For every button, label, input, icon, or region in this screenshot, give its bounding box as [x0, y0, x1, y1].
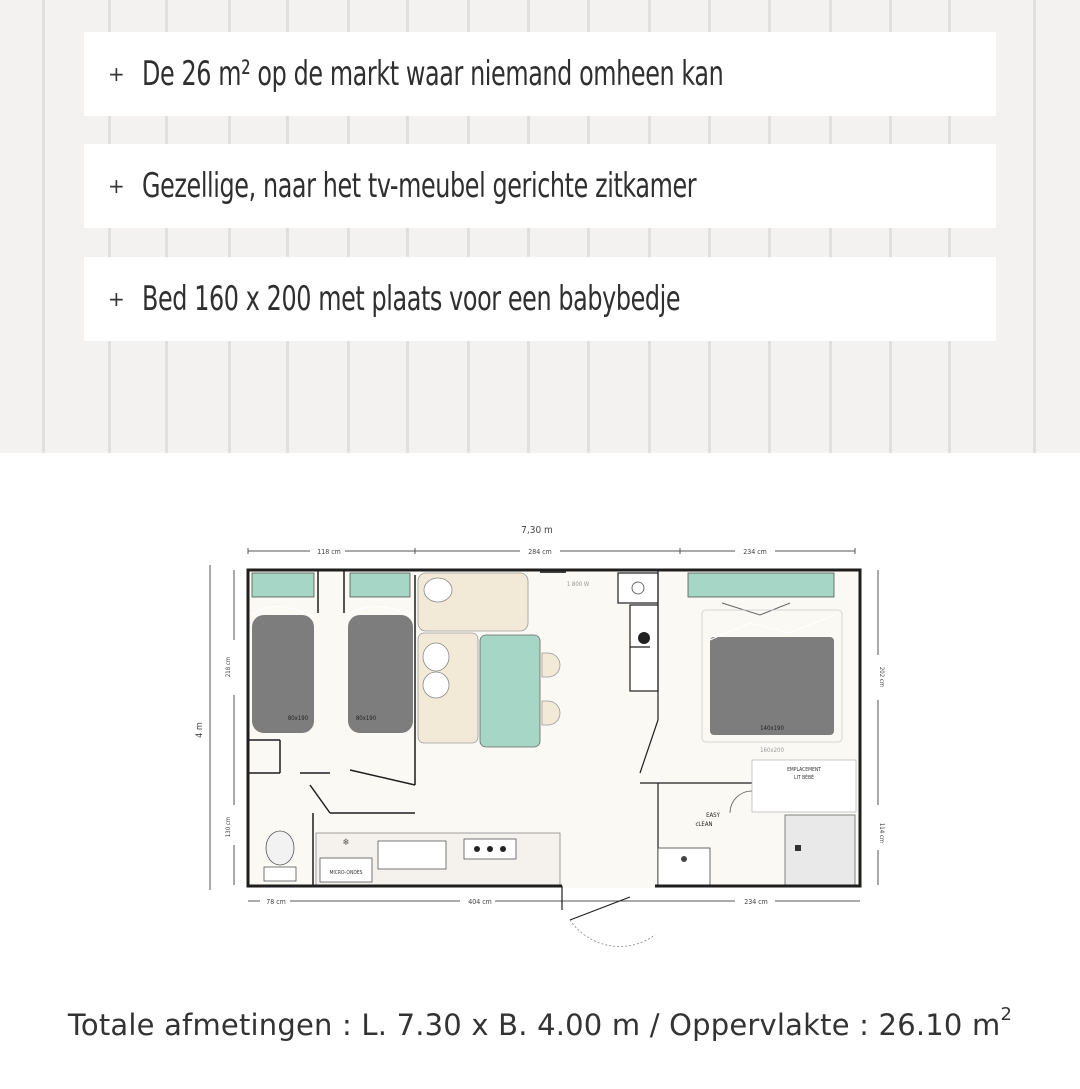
- dimensions-text: Totale afmetingen : L. 7.30 x B. 4.00 m / Oppervlakte : 26.10 m: [67, 1008, 1001, 1042]
- dim-top-mid: 284 cm: [528, 548, 552, 556]
- feature-item-2: [84, 144, 996, 228]
- dimensions-summary: [0, 1004, 1080, 1042]
- toilet: [266, 831, 294, 865]
- easy-label: EASY: [706, 812, 720, 819]
- pillow-2: [350, 573, 410, 597]
- plus-icon: +: [108, 174, 125, 198]
- plus-icon: +: [108, 62, 125, 86]
- dim-right-upper: 202 cm: [878, 666, 885, 688]
- cushion: [423, 672, 449, 698]
- tv-label: 1 800 W: [566, 581, 590, 588]
- dining-table: [480, 635, 540, 747]
- toilet-tank: [264, 867, 296, 881]
- radiator-icon: [638, 632, 650, 644]
- plus-icon: +: [108, 287, 125, 311]
- dim-top-left: 118 cm: [317, 548, 341, 556]
- microwave-label: MICRO-ONDES: [329, 870, 363, 876]
- dim-bottom-mid: 404 cm: [468, 898, 492, 906]
- sink-drain-icon: [681, 856, 687, 862]
- cushion: [423, 643, 449, 671]
- entrance-door: [570, 897, 630, 920]
- door-swing-arc: [570, 920, 655, 946]
- dim-width: 4 m: [195, 722, 205, 738]
- superscript: 2: [1000, 1004, 1013, 1025]
- fridge-snowflake-icon: ❄: [342, 838, 350, 848]
- feature-text: Bed 160 x 200 met plaats voor een babybedje: [142, 279, 681, 319]
- burner-icon: [474, 846, 480, 852]
- dim-left-upper: 218 cm: [225, 656, 232, 678]
- dim-top-right: 234 cm: [743, 548, 767, 556]
- wall-slat: [1033, 0, 1036, 453]
- crib-label-1: EMPLACEMENT: [787, 767, 821, 773]
- clean-label: cLEAN: [695, 821, 713, 828]
- dim-left-lower: 130 cm: [225, 816, 232, 838]
- dim-right-lower: 114 cm: [878, 822, 885, 844]
- feature-text: Gezellige, naar het tv-meubel gerichte zitkamer: [142, 166, 697, 206]
- bed-size-double: 140x190: [760, 725, 784, 732]
- floor-plan: [190, 515, 890, 975]
- background-panel: [0, 0, 1080, 453]
- bed-size-1: 80x190: [287, 715, 309, 722]
- feature-item-1: [84, 32, 996, 116]
- dim-bottom-left: 78 cm: [266, 898, 286, 906]
- floor-plan-drawing: [190, 515, 890, 975]
- pillow-1: [252, 573, 314, 597]
- bed-size-alt: 160x200: [760, 747, 784, 754]
- double-pillows: [688, 573, 834, 597]
- feature-item-3: [84, 257, 996, 341]
- dim-bottom-right: 234 cm: [744, 898, 768, 906]
- left-dimension-lines: [210, 565, 234, 890]
- shower-drain-icon: [795, 845, 801, 851]
- wall-slat: [42, 0, 45, 453]
- double-bed: [710, 637, 834, 735]
- burner-icon: [487, 846, 493, 852]
- burner-icon: [500, 846, 506, 852]
- crib-label-2: LIT BÉBÉ: [794, 775, 814, 781]
- bathroom-sink: [658, 848, 710, 886]
- bed-size-2: 80x190: [355, 715, 377, 722]
- dim-total-length: 7,30 m: [521, 525, 553, 536]
- feature-text: De 26 m² op de markt waar niemand omheen kan: [142, 54, 724, 94]
- cushion: [424, 578, 452, 602]
- kitchen-sink: [378, 841, 446, 869]
